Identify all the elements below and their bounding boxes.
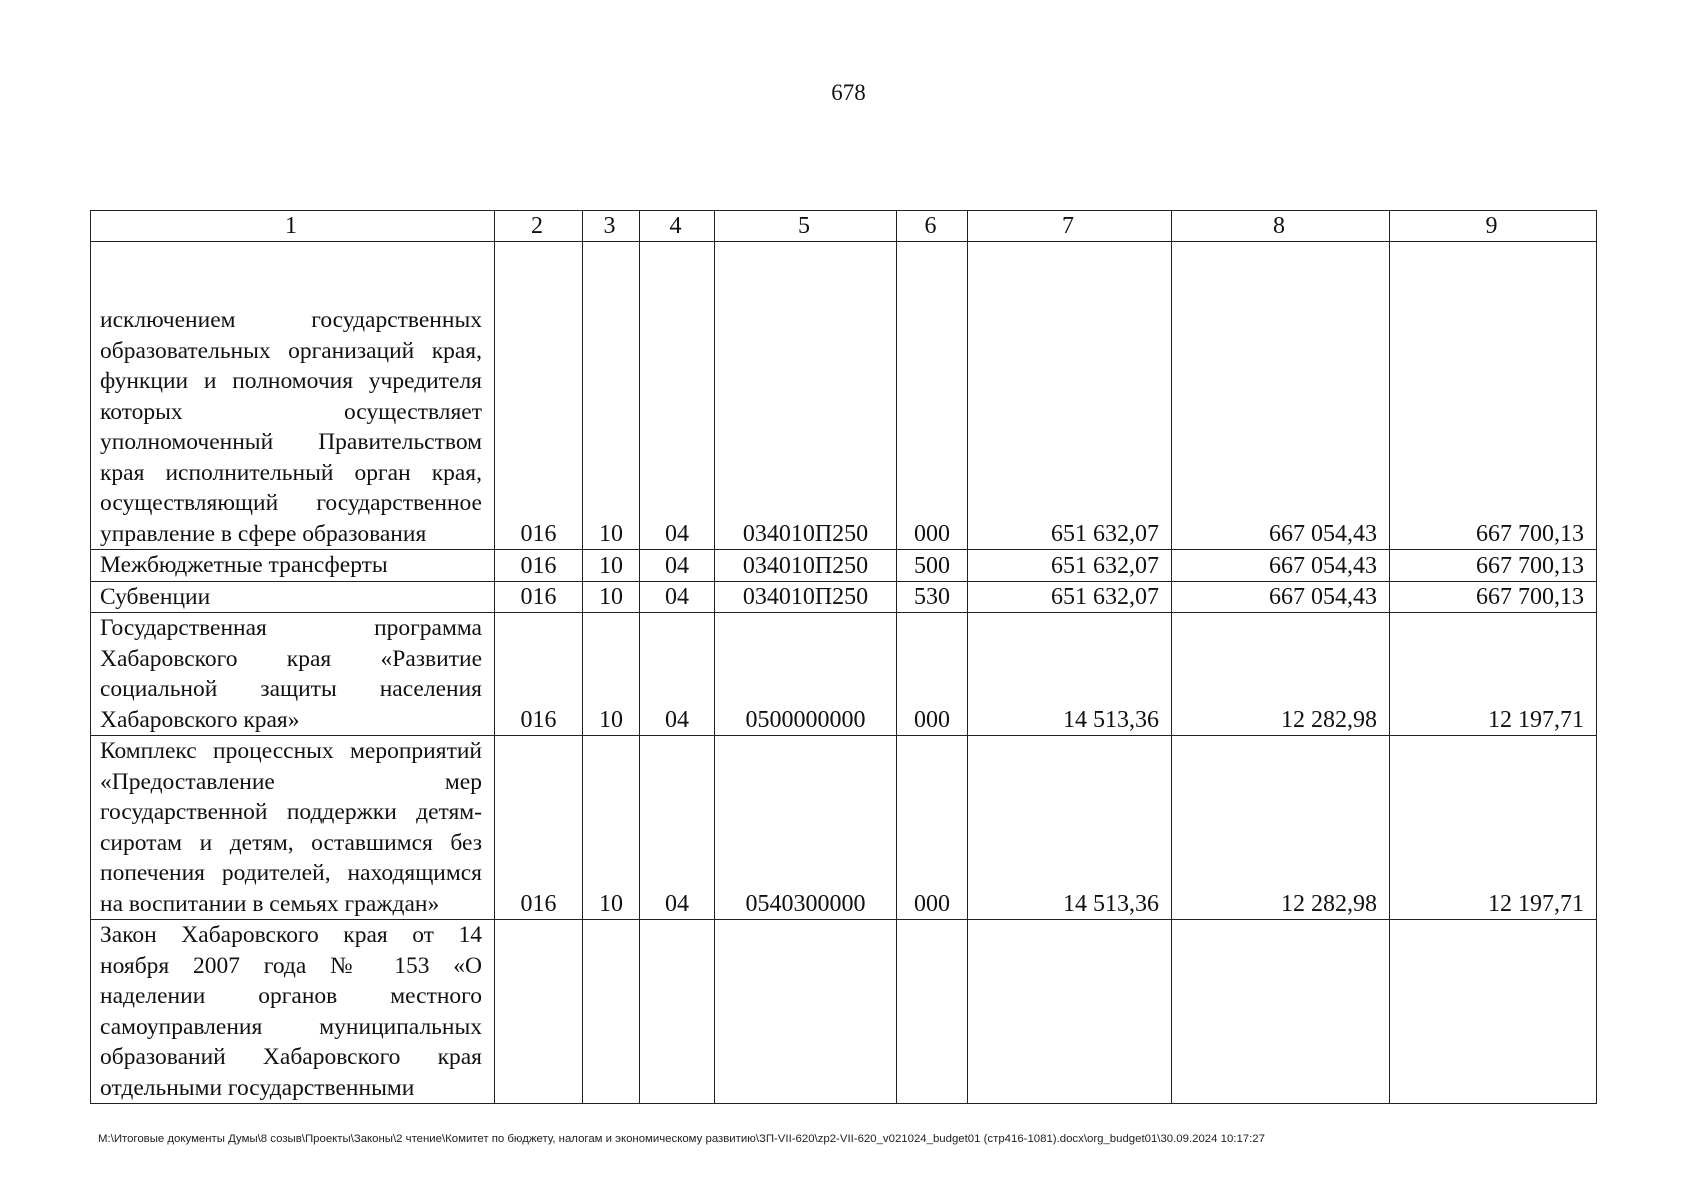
ministry-code-cell: 016 bbox=[495, 736, 583, 920]
amount-cell: 12 197,71 bbox=[1390, 736, 1597, 920]
row-name-cell: Государственная программа Хабаровского края «Развитие социальной защиты населения Хабаровского края» bbox=[91, 613, 495, 736]
section-cell: 10 bbox=[583, 613, 640, 736]
table-row bbox=[91, 581, 1597, 613]
amount-cell: 667 054,43 bbox=[1172, 242, 1390, 550]
target-article-cell: 034010П250 bbox=[715, 581, 897, 613]
amount-cell bbox=[968, 920, 1172, 1104]
target-article-cell: 034010П250 bbox=[715, 550, 897, 582]
column-header: 4 bbox=[640, 211, 715, 242]
table-row bbox=[91, 613, 1597, 736]
subsection-cell bbox=[640, 920, 715, 1104]
amount-cell: 12 197,71 bbox=[1390, 613, 1597, 736]
column-header: 8 bbox=[1172, 211, 1390, 242]
section-cell: 10 bbox=[583, 242, 640, 550]
subsection-cell: 04 bbox=[640, 242, 715, 550]
ministry-code-cell: 016 bbox=[495, 242, 583, 550]
ministry-code-cell bbox=[495, 920, 583, 1104]
column-header: 5 bbox=[715, 211, 897, 242]
column-header: 3 bbox=[583, 211, 640, 242]
section-cell: 10 bbox=[583, 736, 640, 920]
column-header: 1 bbox=[91, 211, 495, 242]
target-article-cell: 0500000000 bbox=[715, 613, 897, 736]
table-row bbox=[91, 736, 1597, 920]
subsection-cell: 04 bbox=[640, 736, 715, 920]
row-name-cell: Комплекс процессных мероприятий «Предоставление мер государственной поддержки детям-сиротам и детям, оставшимся без попечения родителей, находящимся на воспитании в семьях граждан» bbox=[91, 736, 495, 920]
column-header: 6 bbox=[897, 211, 968, 242]
amount-cell bbox=[1172, 920, 1390, 1104]
document-path-footer: M:\Итоговые документы Думы\8 созыв\Проекты\Законы\2 чтение\Комитет по бюджету, налогам и экономическому развитию\ЗП-VII-620\zp2-VII-620_v021024_budget01 (стр416-1081).docx\org_budget01\30.09.2024 10:17:27 bbox=[98, 1133, 1265, 1145]
ministry-code-cell: 016 bbox=[495, 581, 583, 613]
expense-type-cell bbox=[897, 920, 968, 1104]
amount-cell: 667 700,13 bbox=[1390, 242, 1597, 550]
amount-cell: 12 282,98 bbox=[1172, 613, 1390, 736]
expense-type-cell: 000 bbox=[897, 242, 968, 550]
column-header: 2 bbox=[495, 211, 583, 242]
section-cell: 10 bbox=[583, 581, 640, 613]
expense-type-cell: 000 bbox=[897, 736, 968, 920]
ministry-code-cell: 016 bbox=[495, 613, 583, 736]
amount-cell: 14 513,36 bbox=[968, 736, 1172, 920]
target-article-cell: 0540300000 bbox=[715, 736, 897, 920]
expense-type-cell: 530 bbox=[897, 581, 968, 613]
target-article-cell bbox=[715, 920, 897, 1104]
subsection-cell: 04 bbox=[640, 550, 715, 582]
section-cell: 10 bbox=[583, 550, 640, 582]
row-name-cell: Субвенции bbox=[91, 581, 495, 613]
expense-type-cell: 500 bbox=[897, 550, 968, 582]
target-article-cell: 034010П250 bbox=[715, 242, 897, 550]
ministry-code-cell: 016 bbox=[495, 550, 583, 582]
row-name-cell: Закон Хабаровского края от 14 ноября 2007 года № 153 «О наделении органов местного самоуправления муниципальных образований Хабаровского края отдельными государственными bbox=[91, 920, 495, 1104]
table-row bbox=[91, 550, 1597, 582]
column-header: 7 bbox=[968, 211, 1172, 242]
amount-cell: 651 632,07 bbox=[968, 242, 1172, 550]
page-number: 678 bbox=[831, 80, 866, 105]
amount-cell: 667 700,13 bbox=[1390, 550, 1597, 582]
table-row bbox=[91, 920, 1597, 1104]
amount-cell: 667 054,43 bbox=[1172, 550, 1390, 582]
amount-cell: 651 632,07 bbox=[968, 581, 1172, 613]
column-header: 9 bbox=[1390, 211, 1597, 242]
amount-cell: 667 054,43 bbox=[1172, 581, 1390, 613]
amount-cell: 651 632,07 bbox=[968, 550, 1172, 582]
subsection-cell: 04 bbox=[640, 613, 715, 736]
row-name-cell: исключением государственных образовательных организаций края, функции и полномочия учредителя которых осуществляет уполномоченный Правительством края исполнительный орган края, осуществляющий государственное управление в сфере образования bbox=[91, 242, 495, 550]
amount-cell: 14 513,36 bbox=[968, 613, 1172, 736]
table-header-row bbox=[91, 211, 1597, 242]
row-name-cell: Межбюджетные трансферты bbox=[91, 550, 495, 582]
section-cell bbox=[583, 920, 640, 1104]
expense-type-cell: 000 bbox=[897, 613, 968, 736]
subsection-cell: 04 bbox=[640, 581, 715, 613]
amount-cell bbox=[1390, 920, 1597, 1104]
amount-cell: 12 282,98 bbox=[1172, 736, 1390, 920]
amount-cell: 667 700,13 bbox=[1390, 581, 1597, 613]
table-row bbox=[91, 242, 1597, 550]
budget-table bbox=[90, 210, 1597, 1104]
